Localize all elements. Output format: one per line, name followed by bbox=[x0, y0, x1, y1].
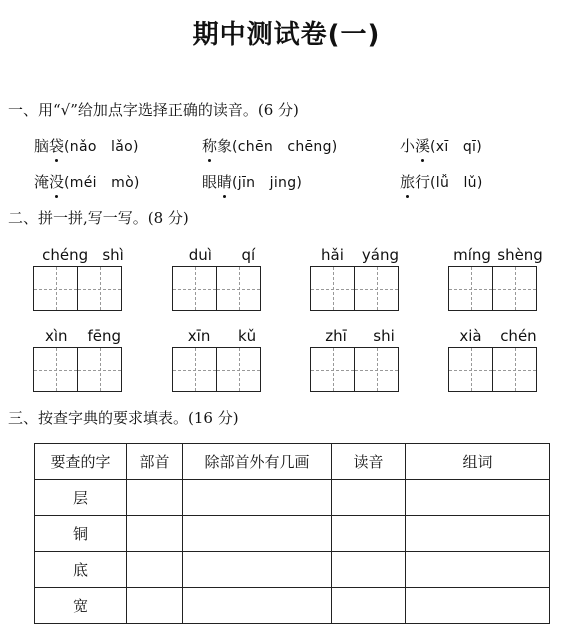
answer-cell[interactable] bbox=[127, 480, 183, 516]
q1-item: 小溪(xī qī) bbox=[400, 137, 483, 155]
answer-cell[interactable] bbox=[406, 516, 550, 552]
table-header: 组词 bbox=[406, 444, 550, 480]
writing-box[interactable] bbox=[172, 347, 217, 392]
pinyin-word: xīn kǔ bbox=[172, 326, 272, 392]
answer-cell[interactable] bbox=[332, 480, 406, 516]
answer-cell[interactable] bbox=[332, 588, 406, 624]
table-header-row bbox=[35, 444, 550, 480]
writing-box[interactable] bbox=[310, 266, 355, 311]
answer-cell[interactable] bbox=[332, 516, 406, 552]
table-header: 除部首外有几画 bbox=[183, 444, 332, 480]
answer-cell[interactable] bbox=[183, 552, 332, 588]
pinyin-word: chéng shì bbox=[33, 245, 133, 311]
dotted-char: 没 bbox=[49, 173, 65, 191]
section-2-heading: 二、拼一拼,写一写。(8 分) bbox=[8, 209, 189, 227]
writing-box[interactable] bbox=[493, 347, 537, 392]
writing-box[interactable] bbox=[33, 266, 78, 311]
section-3-heading: 三、按查字典的要求填表。(16 分) bbox=[8, 409, 239, 427]
writing-box[interactable] bbox=[355, 347, 399, 392]
dotted-char: 称 bbox=[202, 137, 218, 155]
pinyin-word: zhī shi bbox=[310, 326, 410, 392]
pinyin-word: duì qí bbox=[172, 245, 272, 311]
writing-box[interactable] bbox=[217, 347, 261, 392]
writing-box[interactable] bbox=[33, 347, 78, 392]
char-cell: 底 bbox=[35, 552, 127, 588]
answer-cell[interactable] bbox=[183, 588, 332, 624]
answer-cell[interactable] bbox=[183, 480, 332, 516]
writing-box[interactable] bbox=[448, 347, 493, 392]
answer-cell[interactable] bbox=[183, 516, 332, 552]
dotted-char: 袋 bbox=[49, 137, 65, 155]
char-cell: 铜 bbox=[35, 516, 127, 552]
pinyin-word: hǎi yáng bbox=[310, 245, 410, 311]
table-header: 读音 bbox=[332, 444, 406, 480]
answer-cell[interactable] bbox=[406, 480, 550, 516]
writing-box[interactable] bbox=[493, 266, 537, 311]
answer-cell[interactable] bbox=[127, 552, 183, 588]
q1-item: 眼睛(jīn jing) bbox=[202, 173, 303, 191]
q1-item: 称象(chēn chēng) bbox=[202, 137, 338, 155]
table-row bbox=[35, 588, 550, 624]
char-cell: 层 bbox=[35, 480, 127, 516]
answer-cell[interactable] bbox=[406, 552, 550, 588]
q1-item: 旅行(lǚ lǔ) bbox=[400, 173, 483, 191]
section-1-heading: 一、用“√”给加点字选择正确的读音。(6 分) bbox=[8, 101, 299, 119]
dictionary-table bbox=[34, 443, 550, 624]
answer-cell[interactable] bbox=[332, 552, 406, 588]
char-cell: 宽 bbox=[35, 588, 127, 624]
dotted-char: 溪 bbox=[415, 137, 431, 155]
table-row bbox=[35, 552, 550, 588]
writing-box[interactable] bbox=[217, 266, 261, 311]
page-title: 期中测试卷(一) bbox=[192, 20, 381, 50]
pinyin-word: míng shèng bbox=[448, 245, 548, 311]
writing-box[interactable] bbox=[355, 266, 399, 311]
table-header: 部首 bbox=[127, 444, 183, 480]
writing-box[interactable] bbox=[310, 347, 355, 392]
answer-cell[interactable] bbox=[406, 588, 550, 624]
table-row bbox=[35, 516, 550, 552]
q1-item: 脑袋(nǎo lǎo) bbox=[34, 137, 139, 155]
table-header: 要查的字 bbox=[35, 444, 127, 480]
q1-item: 淹没(méi mò) bbox=[34, 173, 140, 191]
pinyin-word: xià chén bbox=[448, 326, 548, 392]
table-row bbox=[35, 480, 550, 516]
writing-box[interactable] bbox=[448, 266, 493, 311]
pinyin-word: xìn fēng bbox=[33, 326, 133, 392]
writing-box[interactable] bbox=[172, 266, 217, 311]
writing-box[interactable] bbox=[78, 347, 122, 392]
answer-cell[interactable] bbox=[127, 516, 183, 552]
writing-box[interactable] bbox=[78, 266, 122, 311]
dotted-char: 旅 bbox=[400, 173, 416, 191]
answer-cell[interactable] bbox=[127, 588, 183, 624]
dotted-char: 睛 bbox=[217, 173, 233, 191]
